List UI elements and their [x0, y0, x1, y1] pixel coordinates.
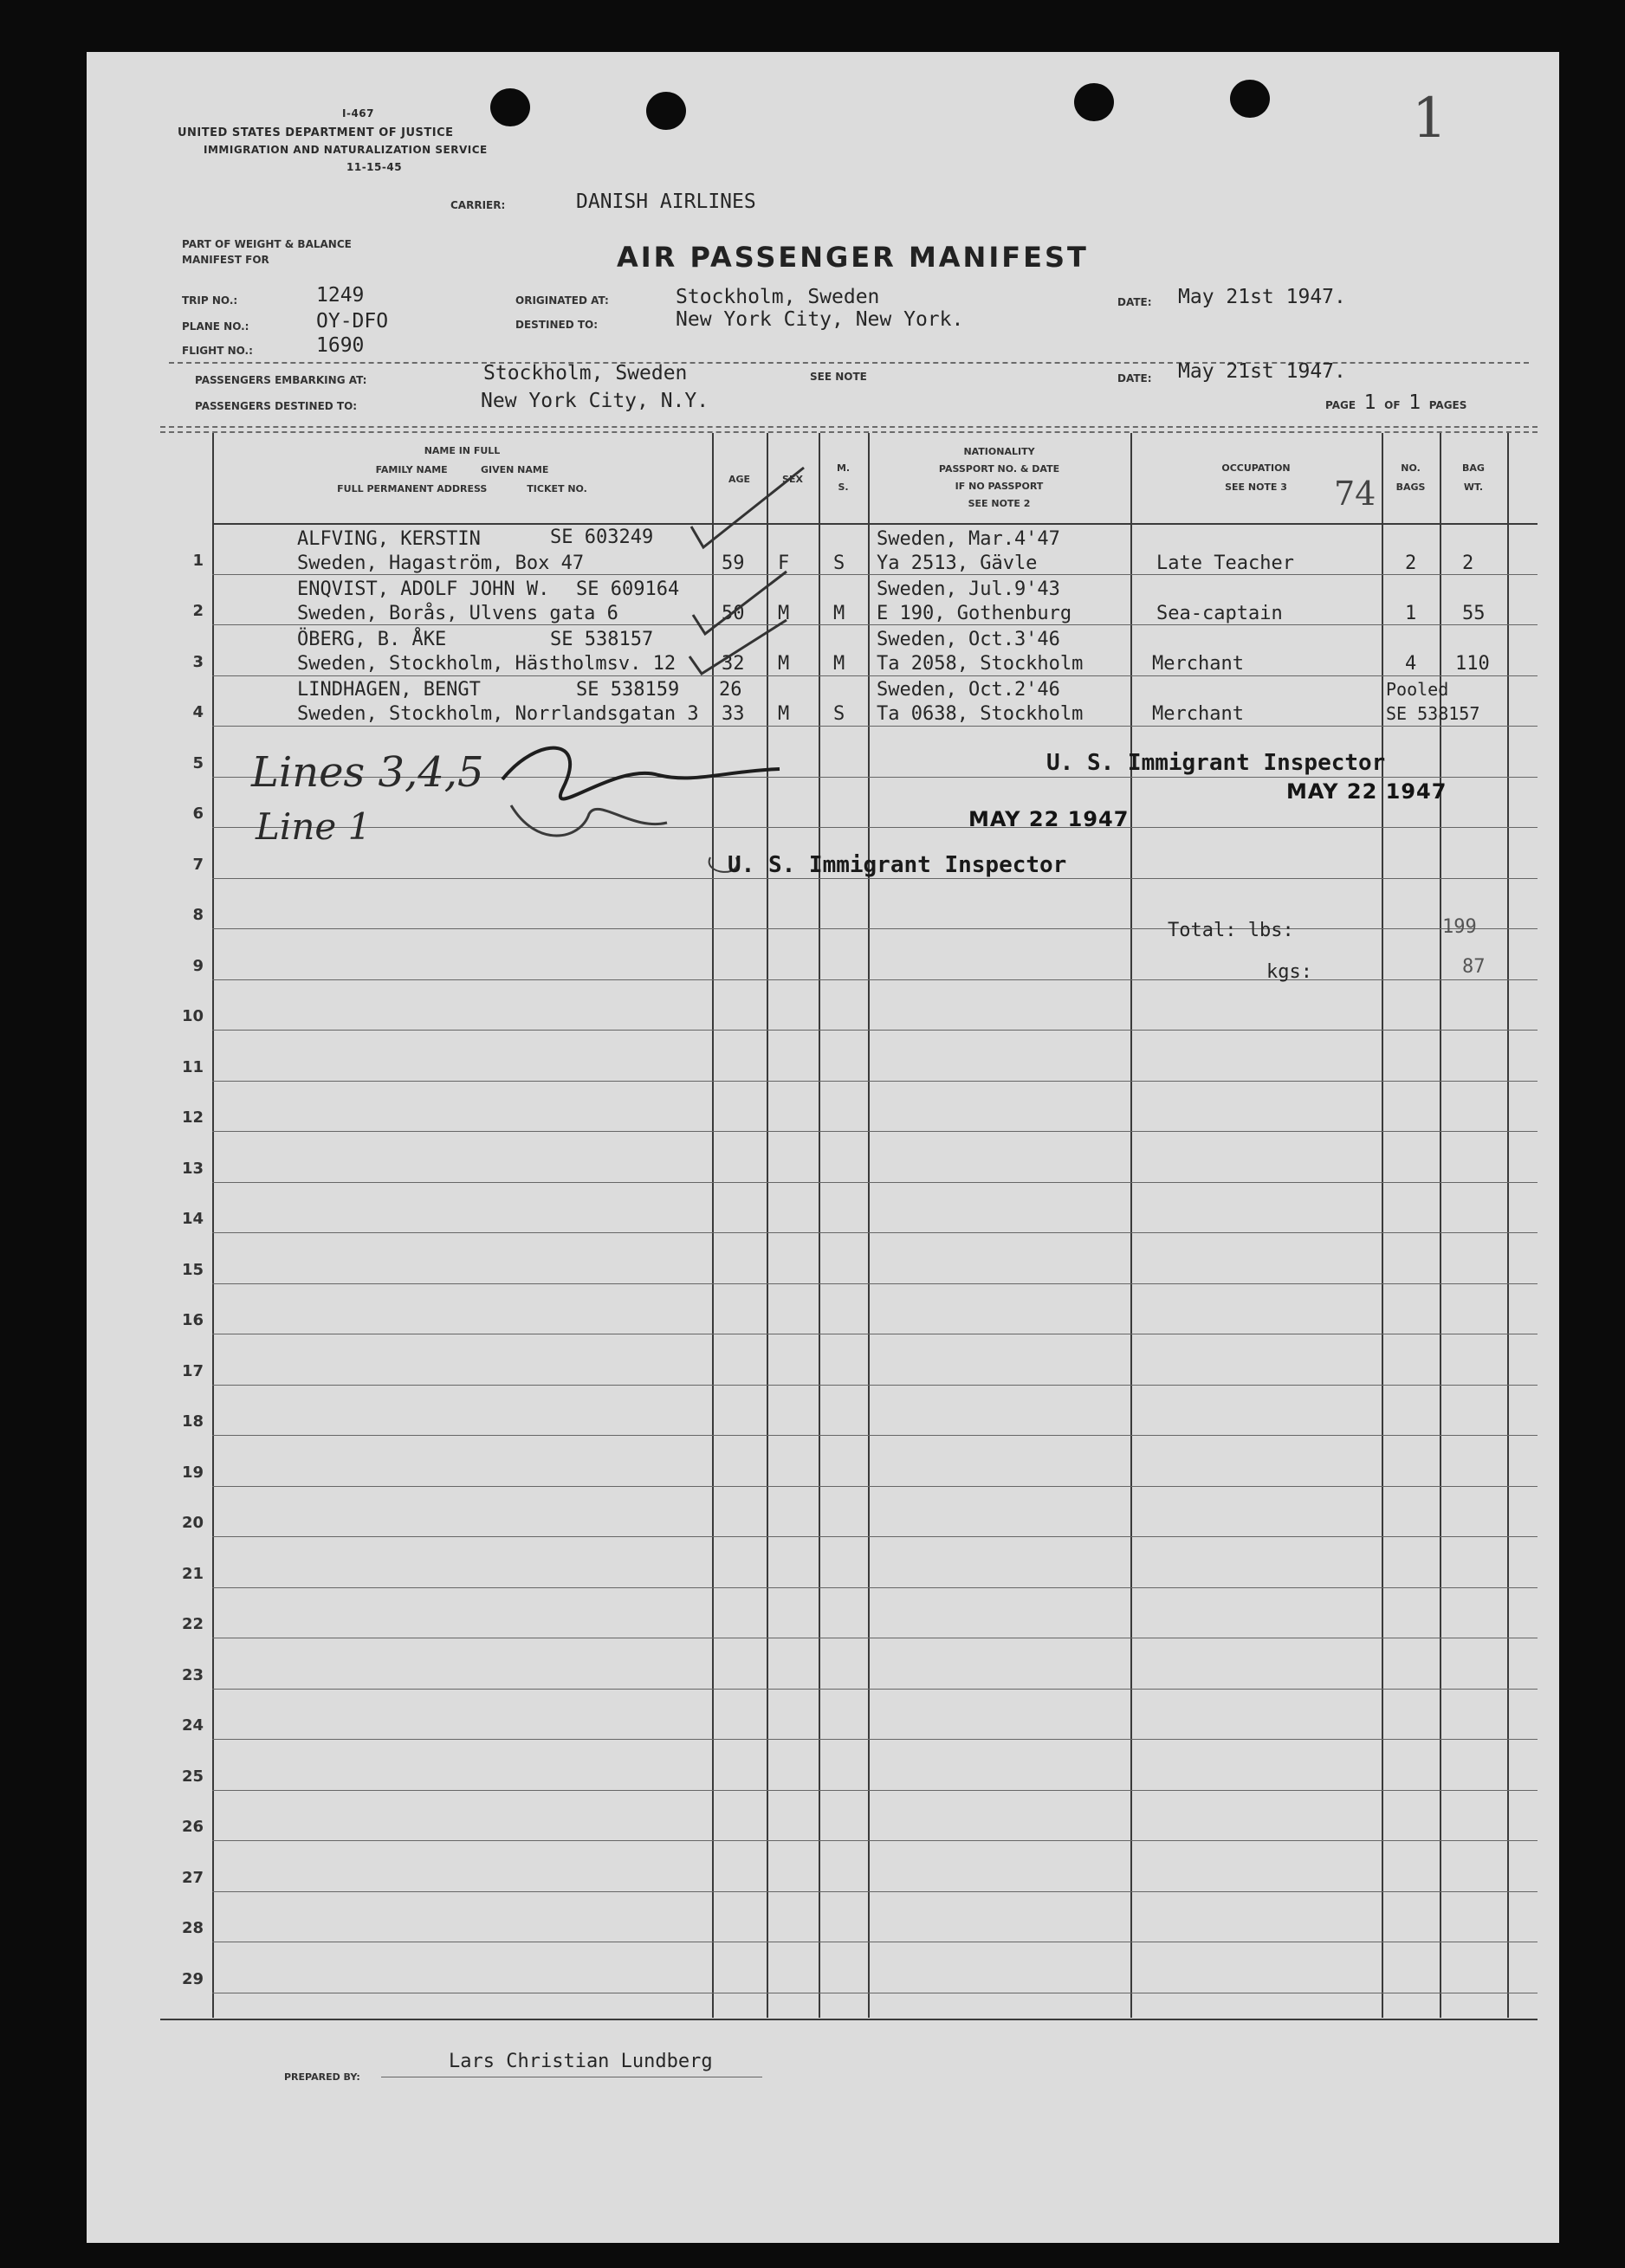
- ms-line1: M.: [836, 462, 851, 474]
- check-marks: [676, 450, 849, 693]
- row-line: [212, 1030, 1538, 1031]
- passenger-bags: Pooled: [1386, 679, 1449, 700]
- row-line: [212, 675, 1538, 676]
- flight-no: 1690: [316, 334, 365, 357]
- ticket-number: SE 603249: [550, 527, 654, 548]
- page-indicator: [1325, 391, 1466, 414]
- row-number: 14: [181, 1210, 204, 1228]
- row-number: 27: [181, 1869, 204, 1887]
- row-line: [212, 1840, 1538, 1841]
- passenger-address: Sweden, Borås, Ulvens gata 6: [297, 603, 618, 624]
- address-label: FULL PERMANENT ADDRESS: [337, 483, 488, 494]
- row-number: 26: [181, 1818, 204, 1836]
- ms-line2: S.: [838, 481, 849, 493]
- passenger-passport: Ya 2513, Gävle: [877, 552, 1038, 574]
- total-lbs-value: 199: [1442, 916, 1477, 938]
- row-number: 23: [181, 1666, 204, 1684]
- form-number: I-467: [342, 107, 374, 120]
- passenger-age: 33: [722, 703, 745, 725]
- row-number: 6: [192, 804, 204, 823]
- trip-label: TRIP NO.:: [182, 294, 238, 307]
- row-number: 13: [181, 1160, 204, 1178]
- row-number: 1: [192, 552, 204, 570]
- row-line: [212, 979, 1538, 980]
- row-number: 24: [181, 1716, 204, 1735]
- passenger-name: ENQVIST, ADOLF JOHN W.: [297, 578, 550, 600]
- divider: [160, 431, 1538, 433]
- nat-line4: SEE NOTE 2: [968, 498, 1031, 509]
- handwritten-lines-note: Lines 3,4,5: [251, 748, 484, 797]
- name-header-line2: [212, 461, 712, 480]
- carrier-value: DANISH AIRLINES: [576, 191, 756, 213]
- divider: [160, 426, 1538, 428]
- passenger-bag-weight: 55: [1462, 603, 1486, 624]
- passenger-bag-weight: 110: [1455, 653, 1490, 675]
- originated-label: ORIGINATED AT:: [515, 294, 609, 307]
- col-age-header: AGE: [728, 474, 751, 485]
- passenger-passport: E 190, Gothenburg: [877, 603, 1072, 624]
- bags-line2: BAGS: [1395, 481, 1426, 493]
- page-total: 1: [1408, 391, 1421, 414]
- row-line: [212, 878, 1538, 879]
- passenger-name: ALFVING, KERSTIN: [297, 528, 481, 550]
- weight-line2: WT.: [1463, 481, 1484, 493]
- embarking-label: PASSENGERS EMBARKING AT:: [195, 374, 367, 386]
- passenger-passport: Ta 2058, Stockholm: [877, 653, 1084, 675]
- row-number: 4: [192, 703, 204, 721]
- row-number: 29: [181, 1970, 204, 1988]
- given-name-label: GIVEN NAME: [481, 464, 549, 475]
- nat-line3: IF NO PASSPORT: [955, 481, 1044, 492]
- bags-line1: NO.: [1401, 462, 1421, 474]
- passenger-age: 59: [722, 552, 745, 574]
- passenger-bag-weight: 2: [1462, 552, 1474, 574]
- page-no: 1: [1363, 391, 1376, 414]
- manifest-title: AIR PASSENGER MANIFEST: [617, 241, 1089, 274]
- ticket-number: SE 609164: [576, 578, 680, 600]
- row-number: 9: [192, 957, 204, 975]
- form-date: 11-15-45: [346, 161, 403, 173]
- passenger-name: LINDHAGEN, BENGT: [297, 679, 481, 701]
- handwritten-line-note: Line 1: [256, 805, 372, 848]
- passenger-name: ÖBERG, B. ÅKE: [297, 629, 447, 650]
- row-line: [212, 624, 1538, 625]
- destined-label: DESTINED TO:: [515, 319, 599, 331]
- punch-hole: [1074, 83, 1114, 121]
- passenger-sex: F: [778, 552, 790, 574]
- passenger-nationality: Sweden, Jul.9'43: [877, 578, 1060, 600]
- total-kgs-value: 87: [1462, 956, 1486, 978]
- pages-label: PAGES: [1428, 399, 1467, 411]
- col-name-header: [212, 442, 712, 499]
- agency-line1: UNITED STATES DEPARTMENT OF JUSTICE: [178, 126, 454, 139]
- row-number: 8: [192, 906, 204, 924]
- passenger-address: Sweden, Stockholm, Norrlandsgatan 3: [297, 703, 699, 725]
- row-line: [212, 1536, 1538, 1537]
- passenger-sex: M: [778, 703, 790, 725]
- passenger-bag-weight: SE 538157: [1386, 703, 1480, 724]
- row-line: [212, 1486, 1538, 1487]
- passenger-nationality: Sweden, Mar.4'47: [877, 528, 1060, 550]
- row-number: 5: [192, 754, 204, 772]
- nat-line1: NATIONALITY: [963, 446, 1035, 457]
- name-header-line3: [212, 480, 712, 499]
- row-number: 7: [192, 856, 204, 874]
- col-nationality-header: [868, 443, 1130, 513]
- row-number: 28: [181, 1919, 204, 1937]
- pass-destined-label: PASSENGERS DESTINED TO:: [195, 400, 358, 412]
- passenger-bags: 1: [1405, 603, 1417, 624]
- passenger-sex: M: [778, 603, 790, 624]
- total-lbs-label: Total: lbs:: [1168, 920, 1294, 941]
- date2-value: May 21st 1947.: [1178, 360, 1346, 383]
- row-number: 15: [181, 1261, 204, 1279]
- name-header-line1: NAME IN FULL: [424, 445, 501, 456]
- date2-label: DATE:: [1117, 372, 1152, 384]
- row-number: 21: [181, 1565, 204, 1583]
- passenger-age: 32: [722, 653, 745, 675]
- nat-line2: PASSPORT NO. & DATE: [938, 463, 1060, 475]
- row-number: 19: [181, 1464, 204, 1482]
- agency-line2: IMMIGRATION AND NATURALIZATION SERVICE: [204, 144, 488, 156]
- inspection-date-stamp: MAY 22 1947: [1286, 779, 1447, 804]
- plane-label: PLANE NO.:: [182, 320, 249, 333]
- passenger-age: 50: [722, 603, 745, 624]
- ticket-label: TICKET NO.: [527, 483, 587, 494]
- inspection-date-stamp: MAY 22 1947: [968, 807, 1130, 831]
- row-line: [212, 827, 1538, 828]
- row-number: 20: [181, 1514, 204, 1532]
- passenger-passport: Ta 0638, Stockholm: [877, 703, 1084, 725]
- row-line: [212, 1081, 1538, 1082]
- row-line: [212, 928, 1538, 929]
- passenger-marital: S: [833, 703, 845, 725]
- embarking-value: Stockholm, Sweden: [483, 362, 688, 384]
- row-line: [212, 1435, 1538, 1436]
- see-note: SEE NOTE: [810, 371, 867, 383]
- punch-hole: [646, 92, 686, 130]
- passenger-nationality: Sweden, Oct.2'46: [877, 679, 1060, 701]
- passenger-age-alt: 26: [719, 679, 742, 701]
- plane-no: OY-DFO: [316, 310, 389, 333]
- row-line: [212, 1739, 1538, 1740]
- occ-line2: SEE NOTE 3: [1225, 481, 1287, 493]
- passenger-marital: S: [833, 552, 845, 574]
- part-of-line2: MANIFEST FOR: [182, 254, 269, 266]
- inspector-stamp: U. S. Immigrant Inspector: [1046, 750, 1386, 776]
- row-number: 25: [181, 1767, 204, 1786]
- flight-label: FLIGHT NO.:: [182, 345, 253, 357]
- page-label: PAGE: [1325, 399, 1356, 411]
- row-number: 12: [181, 1108, 204, 1127]
- pass-destined-value: New York City, N.Y.: [481, 390, 709, 412]
- row-line: [212, 1283, 1538, 1284]
- row-line: [212, 1891, 1538, 1892]
- passenger-occupation: Late Teacher: [1156, 552, 1294, 574]
- col-sex-header: SEX: [782, 474, 803, 485]
- row-line: [212, 1587, 1538, 1588]
- total-kgs-label: kgs:: [1266, 961, 1312, 983]
- row-number: 16: [181, 1311, 204, 1329]
- destined-value: New York City, New York.: [676, 308, 964, 331]
- passenger-occupation: Merchant: [1152, 703, 1244, 725]
- ticket-number: SE 538157: [550, 629, 654, 650]
- row-line: [212, 1182, 1538, 1183]
- row-number: 11: [181, 1058, 204, 1076]
- page-of: OF: [1384, 399, 1401, 411]
- punch-hole: [490, 88, 530, 126]
- corner-mark: 1: [1412, 87, 1447, 151]
- ticket-number: SE 538159: [576, 679, 680, 701]
- inspector-stamp: U. S. Immigrant Inspector: [728, 852, 1067, 878]
- row-number: 10: [181, 1007, 204, 1025]
- row-number: 18: [181, 1412, 204, 1431]
- col-weight-header: [1440, 459, 1507, 497]
- passenger-address: Sweden, Stockholm, Hästholmsv. 12: [297, 653, 677, 675]
- prepared-by-value: Lars Christian Lundberg: [449, 2051, 713, 2072]
- row-line: [212, 1689, 1538, 1690]
- trip-no: 1249: [316, 284, 365, 307]
- row-line: [212, 1131, 1538, 1132]
- date-value: May 21st 1947.: [1178, 286, 1346, 308]
- col-bags-header: [1382, 459, 1440, 497]
- passenger-bags: 2: [1405, 552, 1417, 574]
- prepared-by-label: PREPARED BY:: [284, 2071, 360, 2083]
- row-number: 3: [192, 653, 204, 671]
- row-number: 22: [181, 1615, 204, 1633]
- row-number: 2: [192, 602, 204, 620]
- row-line: [212, 1232, 1538, 1233]
- originated-value: Stockholm, Sweden: [676, 286, 880, 308]
- row-line: [212, 1385, 1538, 1386]
- passenger-occupation: Sea-captain: [1156, 603, 1283, 624]
- date-label: DATE:: [1117, 296, 1152, 308]
- row-line: [212, 1790, 1538, 1791]
- passenger-bags: 4: [1405, 653, 1417, 675]
- passenger-occupation: Merchant: [1152, 653, 1244, 675]
- row-number: 17: [181, 1362, 204, 1380]
- row-line: [212, 574, 1538, 575]
- passenger-marital: M: [833, 603, 845, 624]
- weight-line1: BAG: [1462, 462, 1485, 474]
- occupation-pencil-note: 74: [1334, 475, 1376, 513]
- passenger-sex: M: [778, 653, 790, 675]
- occ-line1: OCCUPATION: [1221, 462, 1291, 474]
- punch-hole: [1230, 80, 1270, 118]
- passenger-address: Sweden, Hagaström, Box 47: [297, 552, 585, 574]
- part-of-line1: PART OF WEIGHT & BALANCE: [182, 238, 352, 250]
- passenger-nationality: Sweden, Oct.3'46: [877, 629, 1060, 650]
- row-line: [212, 726, 1538, 727]
- passenger-marital: M: [833, 653, 845, 675]
- family-name-label: FAMILY NAME: [375, 464, 448, 475]
- carrier-label: CARRIER:: [450, 199, 506, 211]
